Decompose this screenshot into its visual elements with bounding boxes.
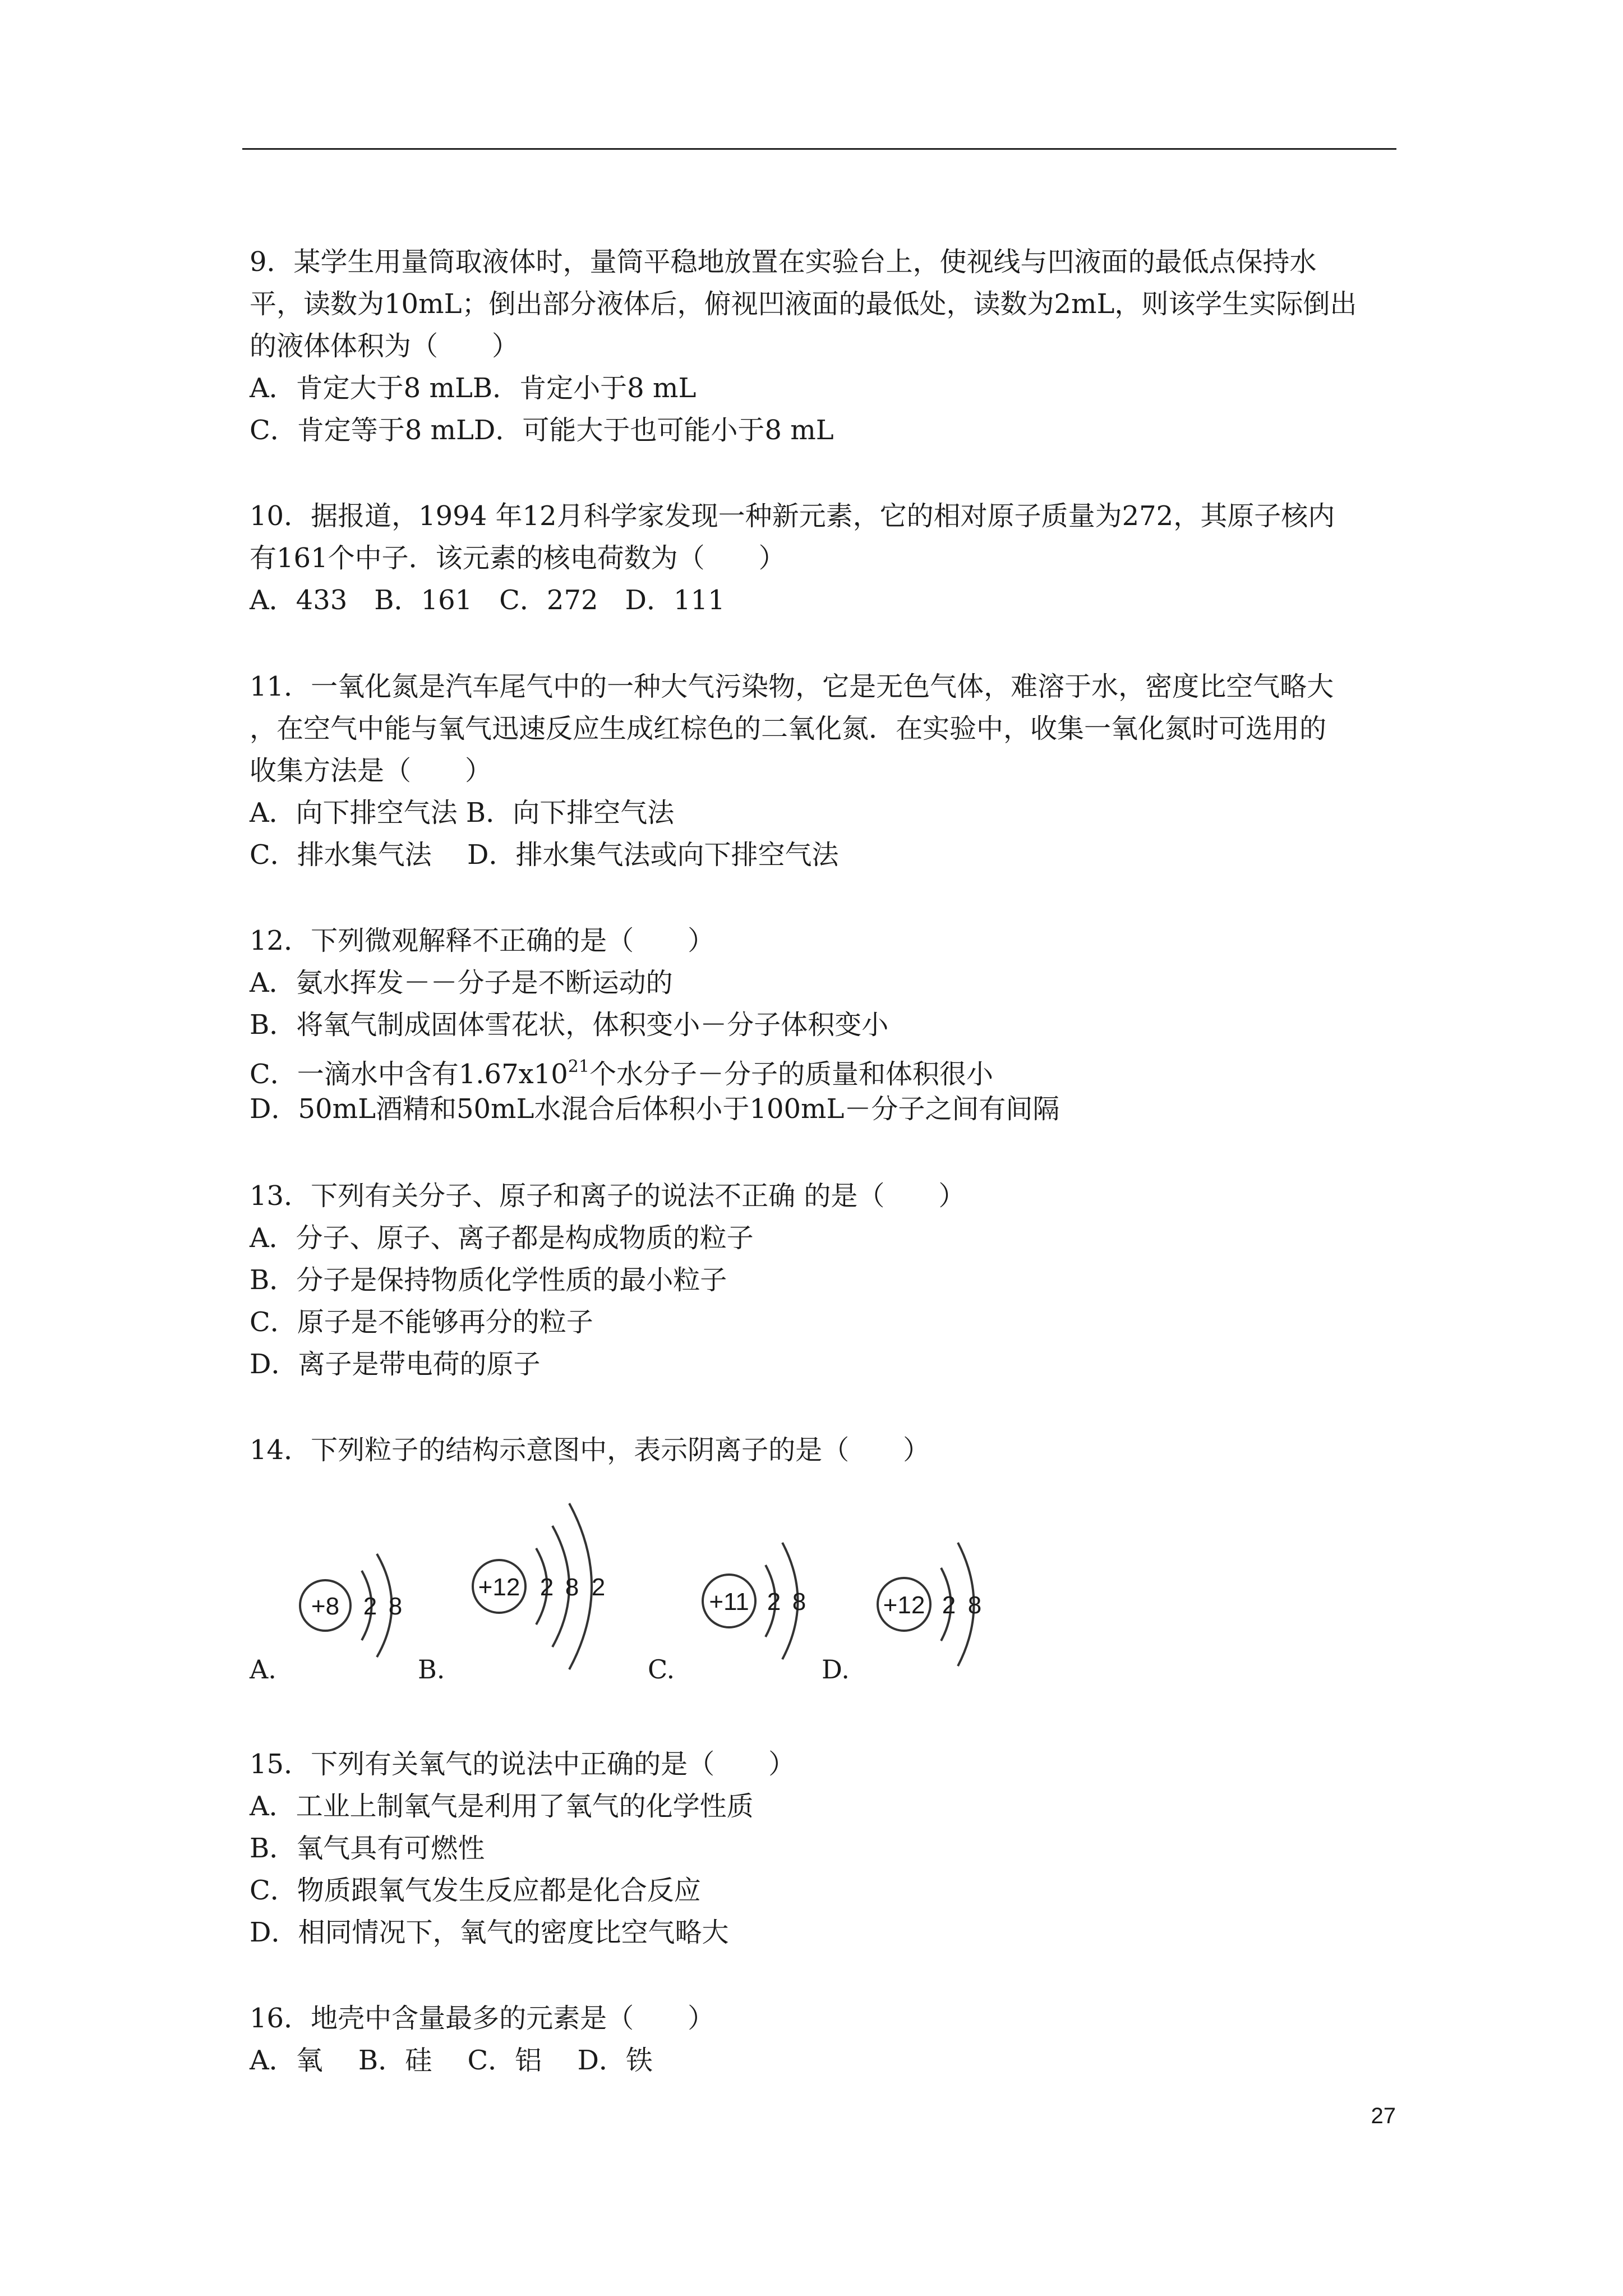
q14-stem: 14．下列粒子的结构示意图中，表示阴离子的是（ ） bbox=[250, 1434, 930, 1466]
diagram-b-label: B. bbox=[418, 1654, 445, 1685]
q13-option-d: D．离子是带电荷的原子 bbox=[250, 1349, 541, 1380]
diagram-a-shell-1-count: 2 bbox=[363, 1593, 377, 1620]
diagram-a-nucleus-charge: +8 bbox=[311, 1593, 340, 1620]
diagram-b-shell-3-count: 2 bbox=[591, 1573, 606, 1601]
q12-stem: 12．下列微观解释不正确的是（ ） bbox=[250, 925, 715, 956]
q15-option-c: C．物质跟氧气发生反应都是化合反应 bbox=[250, 1875, 701, 1906]
page-number: 27 bbox=[1371, 2104, 1396, 2128]
diagram-d-shell-2-count: 8 bbox=[967, 1591, 982, 1619]
diagram-c-shell-2-count: 8 bbox=[792, 1588, 806, 1616]
q10-options: A．433 B．161 C．272 D．111 bbox=[250, 585, 725, 616]
q13-option-c: C．原子是不能够再分的粒子 bbox=[250, 1306, 593, 1338]
q10-stem-line-2: 有161个中子．该元素的核电荷数为（ ） bbox=[250, 542, 786, 574]
diagram-b-shell-1-count: 2 bbox=[540, 1573, 554, 1601]
q13-stem: 13．下列有关分子、原子和离子的说法不正确 的是（ ） bbox=[250, 1180, 966, 1212]
q9-options-line-2: C．肯定等于8 mLD．可能大于也可能小于8 mL bbox=[250, 415, 834, 446]
q12-option-c-exponent: 21 bbox=[568, 1057, 589, 1076]
diagram-d-nucleus-charge: +12 bbox=[883, 1591, 925, 1619]
q11-options-line-1: A．向下排空气法 B．向下排空气法 bbox=[250, 797, 675, 829]
q9-stem-line-3: 的液体体积为（ ） bbox=[250, 330, 519, 362]
q11-stem-line-1: 11．一氧化氮是汽车尾气中的一种大气污染物，它是无色气体，难溶于水，密度比空气略大 bbox=[250, 671, 1334, 702]
q15-option-b: B．氧气具有可燃性 bbox=[250, 1833, 485, 1864]
q12-option-c-text-rest: 个水分子－分子的质量和体积很小 bbox=[589, 1059, 993, 1090]
q12-option-a: A．氨水挥发－－分子是不断运动的 bbox=[250, 967, 673, 999]
q9-options-line-1: A．肯定大于8 mLB．肯定小于8 mL bbox=[250, 372, 697, 404]
diagram-d bbox=[822, 1543, 981, 1685]
diagram-a bbox=[249, 1554, 402, 1685]
q9-stem-line-2: 平，读数为10mL；倒出部分液体后，俯视凹液面的最低处，读数为2mL，则该学生实际倒出 bbox=[250, 288, 1357, 320]
diagram-a-label: A. bbox=[250, 1654, 276, 1685]
q12-option-c bbox=[250, 1050, 993, 1091]
q15-option-d: D．相同情况下，氧气的密度比空气略大 bbox=[250, 1917, 729, 1948]
diagram-d-label: D. bbox=[822, 1654, 850, 1685]
diagram-a-shell-2-count: 8 bbox=[388, 1593, 403, 1620]
diagram-b-nucleus-charge: +12 bbox=[478, 1573, 520, 1601]
diagram-b bbox=[418, 1503, 605, 1685]
diagram-c-shell-1-count: 2 bbox=[767, 1588, 781, 1616]
q16-options: A．氧 B．硅 C．铝 D．铁 bbox=[250, 2045, 653, 2076]
q11-stem-line-3: 收集方法是（ ） bbox=[250, 755, 492, 786]
q10-stem-line-1: 10．据报道，1994 年12月科学家发现一种新元素，它的相对原子质量为272，其原子核内 bbox=[250, 500, 1335, 532]
q15-option-a: A．工业上制氧气是利用了氧气的化学性质 bbox=[250, 1791, 754, 1822]
diagram-c bbox=[648, 1543, 806, 1685]
q16-stem: 16．地壳中含量最多的元素是（ ） bbox=[250, 2003, 715, 2034]
q11-options-line-2: C．排水集气法 D．排水集气法或向下排空气法 bbox=[250, 839, 839, 871]
q9-stem-line-1: 9．某学生用量筒取液体时，量筒平稳地放置在实验台上，使视线与凹液面的最低点保持水 bbox=[250, 246, 1317, 278]
diagram-c-label: C. bbox=[648, 1654, 675, 1685]
q11-stem-line-2: ，在空气中能与氧气迅速反应生成红棕色的二氧化氮．在实验中，收集一氧化氮时可选用的 bbox=[250, 713, 1327, 744]
diagram-c-nucleus-charge: +11 bbox=[709, 1588, 749, 1616]
diagram-d-shell-1-count: 2 bbox=[942, 1591, 956, 1619]
q12-option-b: B．将氧气制成固体雪花状，体积变小－分子体积变小 bbox=[250, 1009, 889, 1041]
header-rule bbox=[242, 148, 1396, 150]
q12-option-c-text: C．一滴水中含有1.67x10 bbox=[250, 1059, 568, 1090]
q15-stem: 15．下列有关氧气的说法中正确的是（ ） bbox=[250, 1749, 796, 1780]
diagram-b-shell-2-count: 8 bbox=[565, 1573, 579, 1601]
q12-option-d: D．50mL酒精和50mL水混合后体积小于100mL－分子之间有间隔 bbox=[250, 1093, 1060, 1125]
q13-option-a: A．分子、原子、离子都是构成物质的粒子 bbox=[250, 1222, 754, 1254]
q13-option-b: B．分子是保持物质化学性质的最小粒子 bbox=[250, 1264, 727, 1296]
atomic-structure-diagrams bbox=[241, 1481, 1038, 1705]
